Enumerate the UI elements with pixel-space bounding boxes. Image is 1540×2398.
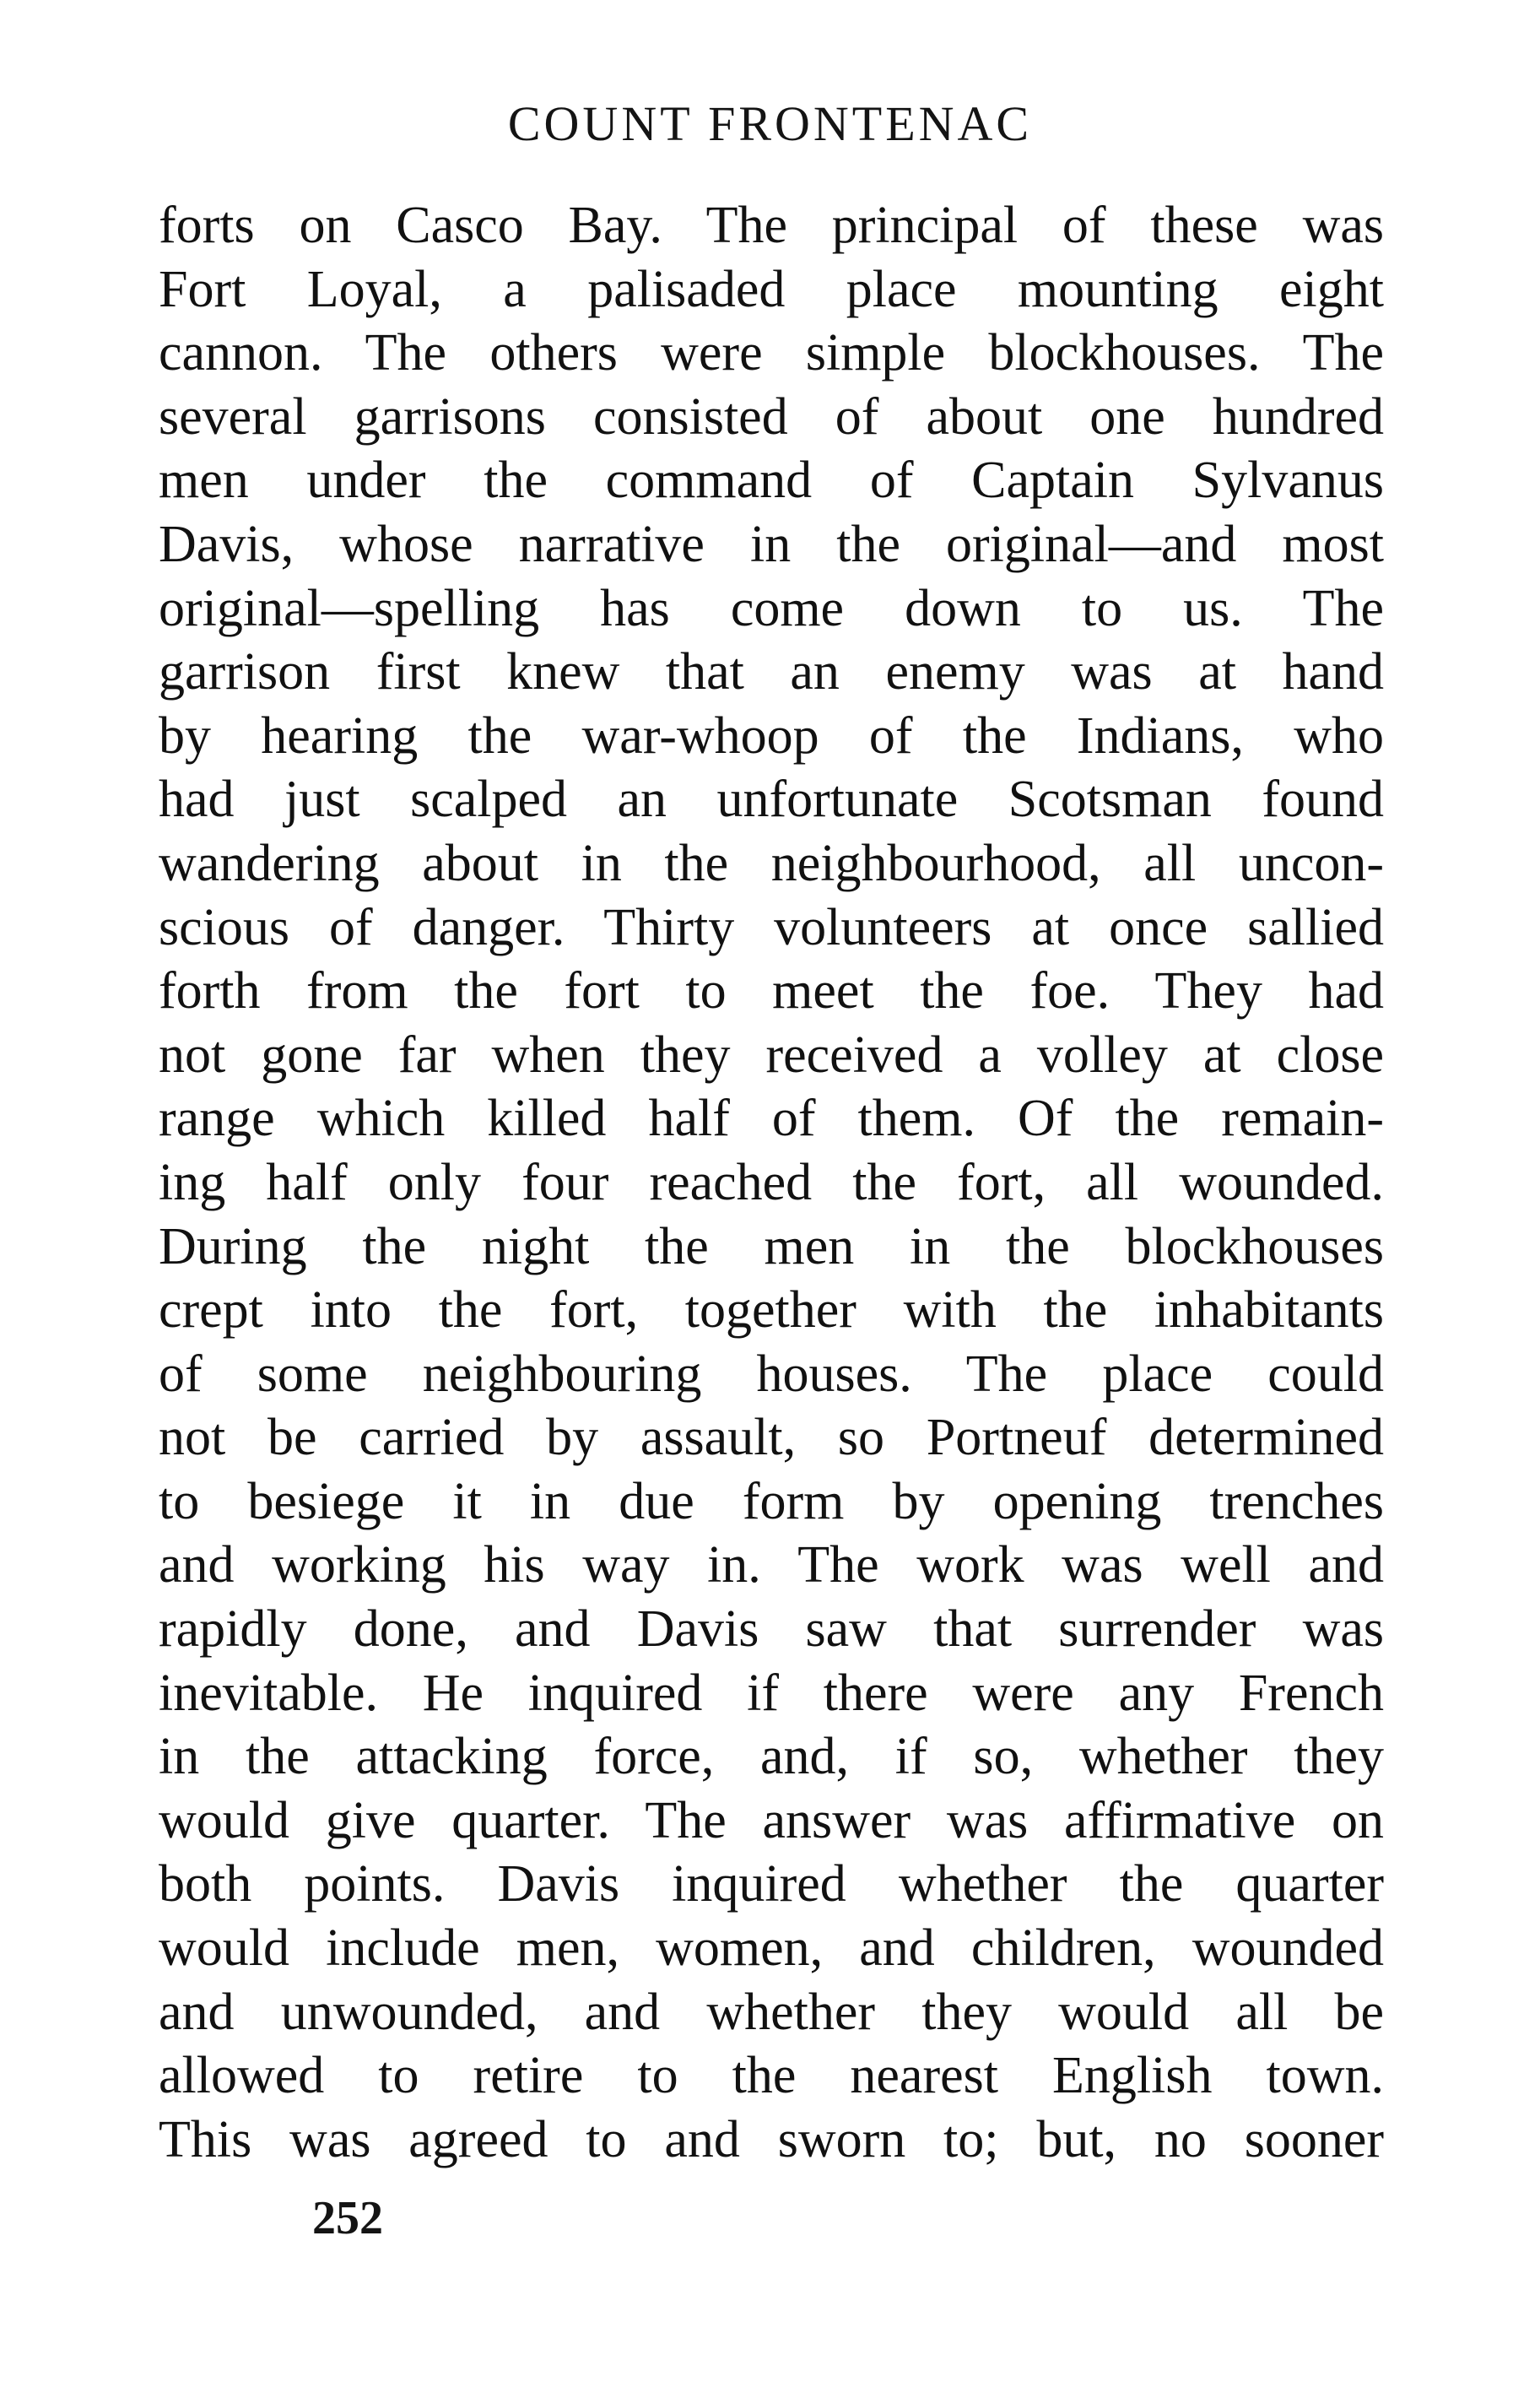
text-line: both points. Davis inquired whether the quarter — [159, 1855, 1384, 1914]
text-line: by hearing the war-whoop of the Indians, who — [159, 706, 1384, 765]
text-line: forts on Casco Bay. The principal of these was — [159, 197, 1384, 254]
text-line: and working his way in. The work was well and — [159, 1536, 1384, 1594]
text-line: wandering about in the neighbourhood, all uncon- — [159, 834, 1384, 892]
text-line: range which killed half of them. Of the remain- — [159, 1090, 1384, 1148]
text-line: crept into the fort, together with the inhabitants — [159, 1281, 1384, 1340]
text-line: in the attacking force, and, if so, whether they — [159, 1728, 1384, 1786]
text-line: men under the command of Captain Sylvanus — [159, 452, 1384, 510]
text-line: several garrisons consisted of about one hundred — [159, 387, 1384, 446]
text-line: not gone far when they received a volley at close — [159, 1026, 1384, 1084]
text-line: would give quarter. The answer was affirmative on — [159, 1791, 1384, 1849]
text-line: forth from the fort to meet the foe. They had — [159, 962, 1384, 1020]
text-line: and unwounded, and whether they would all be — [159, 1983, 1384, 2041]
text-line: would include men, women, and children, wounded — [159, 1919, 1384, 1978]
text-line: garrison first knew that an enemy was at hand — [159, 643, 1384, 701]
text-line: allowed to retire to the nearest English town. — [159, 2047, 1384, 2105]
text-line: not be carried by assault, so Portneuf determined — [159, 1409, 1384, 1467]
text-line: inevitable. He inquired if there were any French — [159, 1664, 1384, 1722]
text-line: ing half only four reached the fort, all wounded. — [159, 1153, 1384, 1211]
text-line: of some neighbouring houses. The place could — [159, 1345, 1384, 1403]
text-line: scious of danger. Thirty volunteers at once sallied — [159, 898, 1384, 956]
body-text — [159, 194, 1384, 2172]
text-line: During the night the men in the blockhouses — [159, 1217, 1384, 1275]
text-line: Davis, whose narrative in the original—and most — [159, 515, 1384, 573]
running-head: COUNT FRONTENAC — [507, 96, 1033, 151]
page-number: 252 — [312, 2192, 383, 2244]
text-line: had just scalped an unfortunate Scotsman found — [159, 771, 1384, 829]
text-line: rapidly done, and Davis saw that surrender was — [159, 1600, 1384, 1659]
text-line: cannon. The others were simple blockhouses. The — [159, 324, 1384, 382]
text-line: original—spelling has come down to us. The — [159, 579, 1384, 637]
text-line: to besiege it in due form by opening trenches — [159, 1472, 1384, 1530]
text-line: This was agreed to and sworn to; but, no sooner — [159, 2110, 1384, 2168]
text-line: Fort Loyal, a palisaded place mounting eight — [159, 260, 1384, 318]
